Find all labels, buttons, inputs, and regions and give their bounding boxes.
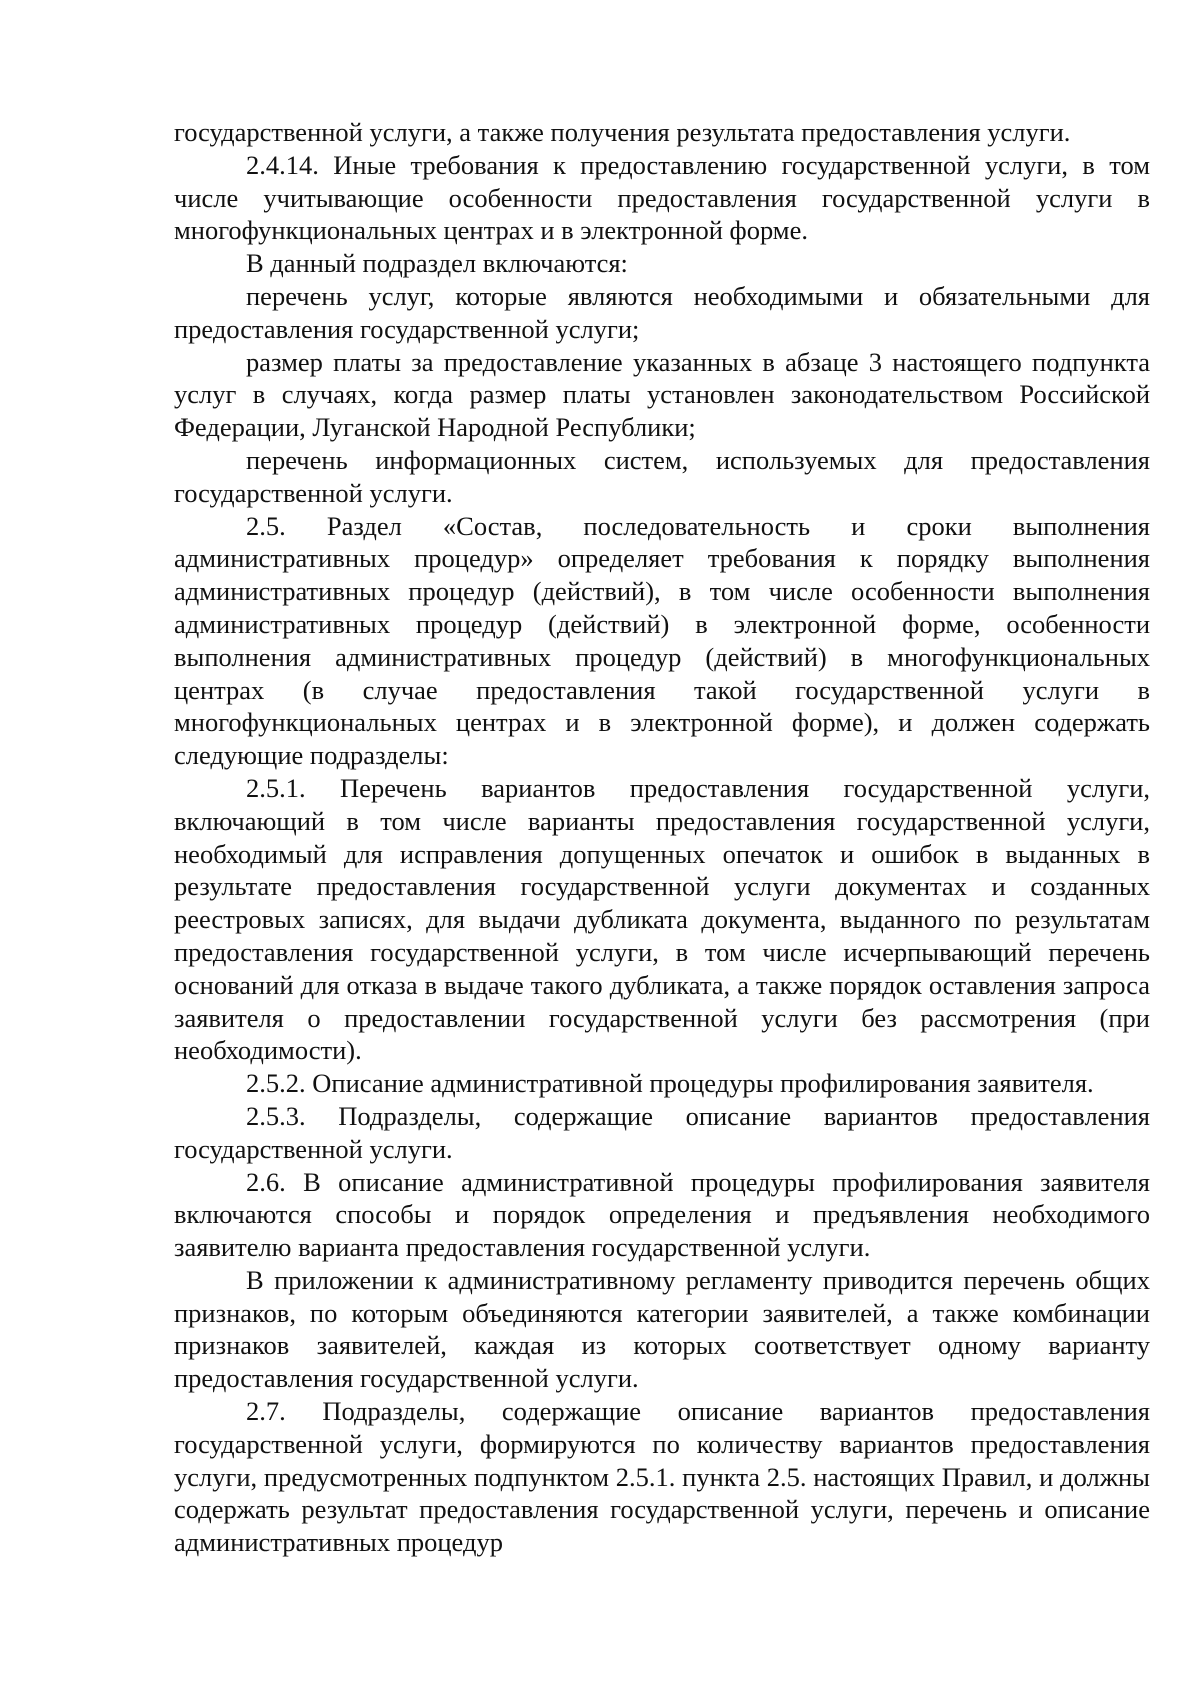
paragraph: государственной услуги, а также получения результата предоставления услуги. bbox=[174, 117, 1071, 147]
paragraph: В приложении к административному регламенту приводится перечень общих признаков, по которым объединяются категории заявителей, а также комбинации признаков заявителей, каждая из которых соответствует одному варианту предоставления государственной услуги. bbox=[174, 1264, 1150, 1394]
paragraph: 2.5.2. Описание административной процедуры профилирования заявителя. bbox=[246, 1068, 1094, 1099]
paragraph: 2.5. Раздел «Состав, последовательность и сроки выполнения административных процедур» определяет требования к порядку выполнения административных процедур (действий), в том числе особенности выполнения административных процедур (действий) в электронной форме, особенности выполнения административных процедур (действий) в многофункциональных центрах (в случае предоставления такой государственной услуги в многофункциональных центрах и в электронной форме), и должен содержать следующие подразделы: bbox=[174, 510, 1150, 771]
paragraph: 2.5.1. Перечень вариантов предоставления государственной услуги, включающий в том числе варианты предоставления государственной услуги, необходимый для исправления допущенных опечаток и ошибок в выданных в результате предоставления государственной услуги документах и созданных реестровых записях, для выдачи дубликата документа, выданного по результатам предоставления государственной услуги, в том числе исчерпывающий перечень оснований для отказа в выдаче такого дубликата, а также порядок оставления запроса заявителя о предоставлении государственной услуги без рассмотрения (при необходимости). bbox=[174, 772, 1150, 1066]
paragraph: перечень услуг, которые являются необходимыми и обязательными для предоставления государственной услуги; bbox=[174, 280, 1150, 344]
paragraph: В данный подраздел включаются: bbox=[246, 248, 628, 279]
paragraph: 2.7. Подразделы, содержащие описание вариантов предоставления государственной услуги, формируются по количеству вариантов предоставления услуги, предусмотренных подпунктом 2.5.1. пункта 2.5. настоящих Правил, и должны содержать результат предоставления государственной услуги, перечень и описание административных процедур bbox=[174, 1396, 1150, 1558]
paragraph: 2.5.3. Подразделы, содержащие описание вариантов предоставления государственной услуги. bbox=[174, 1100, 1150, 1164]
paragraph: 2.6. В описание административной процедуры профилирования заявителя включаются способы и порядок определения и предъявления необходимого заявителю варианта предоставления государственной услуги. bbox=[174, 1166, 1150, 1263]
document-page bbox=[174, 116, 1150, 1559]
paragraph: размер платы за предоставление указанных в абзаце 3 настоящего подпункта услуг в случаях, когда размер платы установлен законодательством Российской Федерации, Луганской Народной Республики; bbox=[174, 346, 1150, 443]
paragraph: перечень информационных систем, используемых для предоставления государственной услуги. bbox=[174, 444, 1150, 508]
paragraph: 2.4.14. Иные требования к предоставлению государственной услуги, в том числе учитывающие особенности предоставления государственной услуги в многофункциональных центрах и в электронной форме. bbox=[174, 149, 1150, 246]
